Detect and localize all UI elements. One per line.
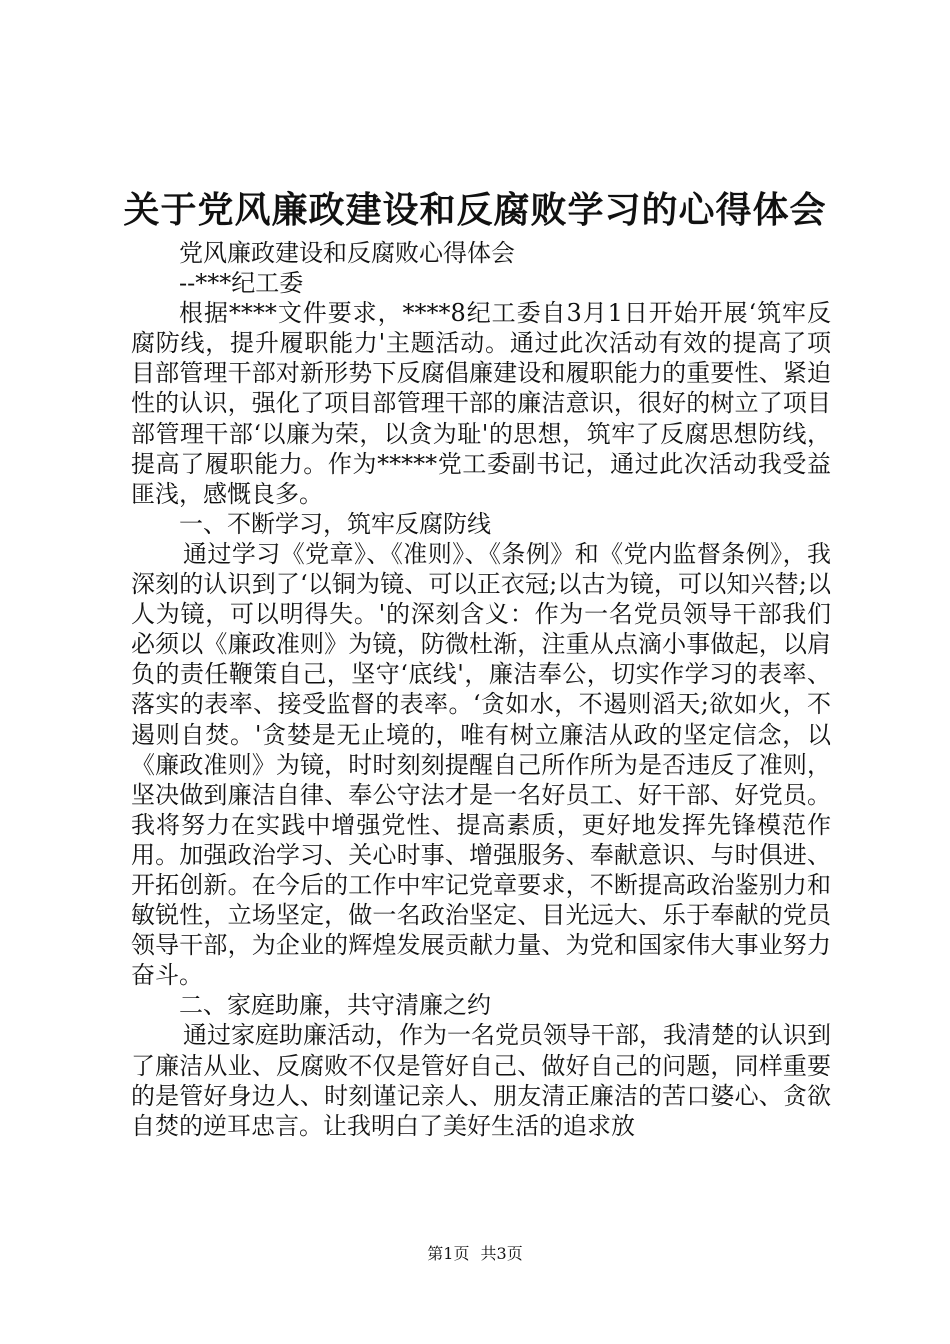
- document-title: 关于党风廉政建设和反腐败学习的心得体会: [123, 189, 827, 231]
- paragraph-section-2: 通过家庭助廉活动，作为一名党员领导干部，我清楚的认识到了廉洁从业、反腐败不仅是管好自己、做好自己的问题，同样重要的是管好身边人、时刻谨记亲人、朋友清正廉洁的苦口婆心、贪欲自焚的逆耳忠言。让我明白了美好生活的追求放: [131, 1021, 831, 1140]
- document-subtitle: 党风廉政建设和反腐败心得体会: [179, 239, 515, 267]
- section-heading-2: 二、家庭助廉，共守清廉之约: [179, 991, 491, 1020]
- paragraph-intro: 根据****文件要求，****8纪工委自3月1日开始开展‘筑牢反腐防线，提升履职能力'主题活动。通过此次活动有效的提高了项目部管理干部对新形势下反腐倡廉建设和履职能力的重要性、紧迫性的认识，强化了项目部管理干部的廉洁意识，很好的树立了项目部管理干部‘以廉为荣，以贪为耻'的思想，筑牢了反腐思想防线，提高了履职能力。作为*****党工委副书记，通过此次活动我受益匪浅，感慨良多。: [131, 299, 831, 508]
- document-body: [131, 238, 831, 1141]
- page-footer: [0, 1244, 950, 1264]
- paragraph-section-1: 通过学习《党章》、《准则》、《条例》和《党内监督条例》，我深刻的认识到了‘以铜为镜、可以正衣冠;以古为镜，可以知兴替;以人为镜，可以明得失。'的深刻含义：作为一名党员领导干部我们必须以《廉政准则》为镜，防微杜渐，注重从点滴小事做起，以肩负的责任鞭策自己，坚守‘底线'，廉洁奉公，切实作学习的表率、落实的表率、接受监督的表率。‘贪如水，不遏则滔天;欲如火，不遏则自焚。'贪婪是无止境的，唯有树立廉洁从政的坚定信念，以《廉政准则》为镜，时时刻刻提醒自己所作所为是否违反了准则，坚决做到廉洁自律、奉公守法才是一名好员工、好干部、好党员。我将努力在实践中增强党性、提高素质，更好地发挥先锋模范作用。加强政治学习、关心时事、增强服务、奉献意识、与时俱进、开拓创新。在今后的工作中牢记党章要求，不断提高政治鉴别力和敏锐性，立场坚定，做一名政治坚定、目光远大、乐于奉献的党员领导干部，为企业的辉煌发展贡献力量、为党和国家伟大事业努力奋斗。: [131, 539, 831, 990]
- page-number: 第1页: [427, 1244, 470, 1263]
- page-total: 共3页: [480, 1244, 523, 1263]
- section-heading-1: 一、不断学习，筑牢反腐防线: [179, 509, 491, 538]
- document-author: --***纪工委: [179, 269, 304, 298]
